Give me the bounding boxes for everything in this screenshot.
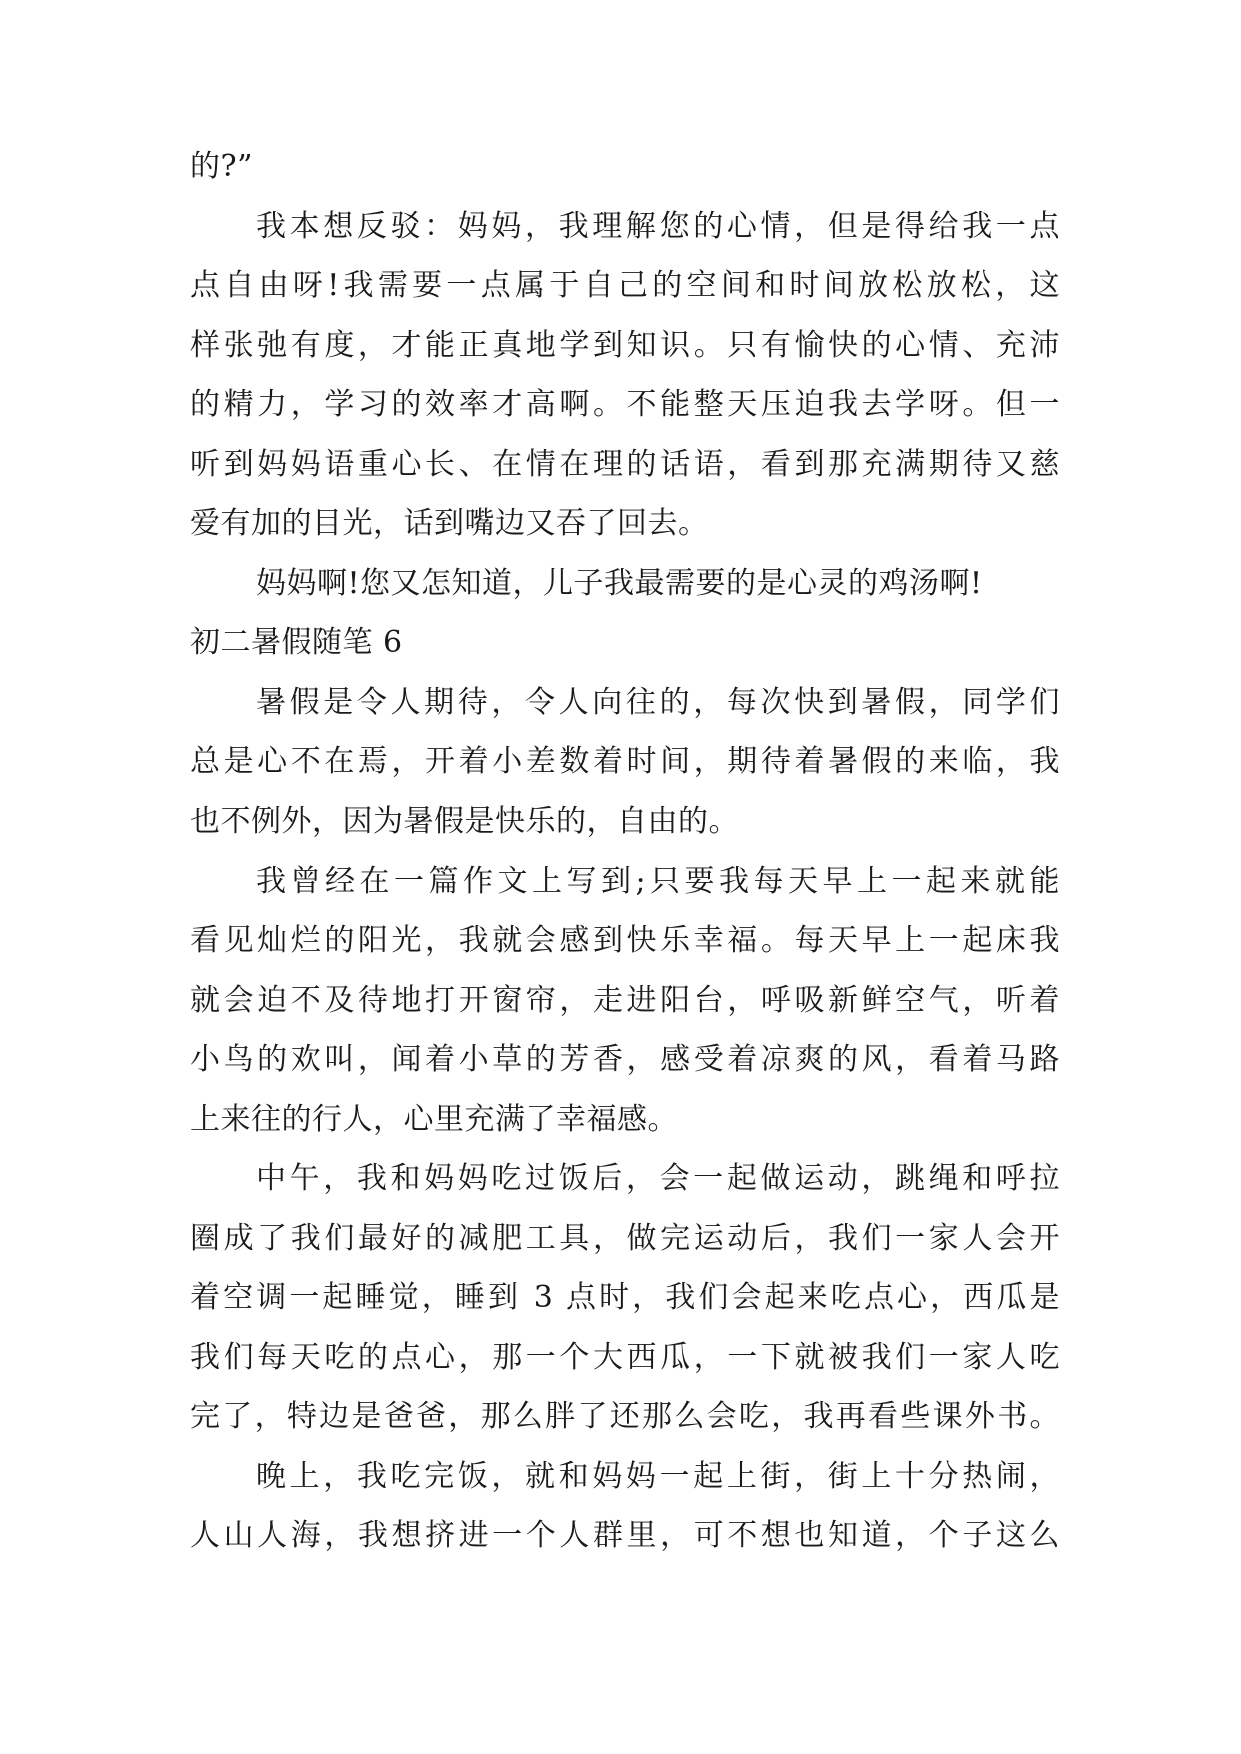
text-line: 上来往的行人，心里充满了幸福感。 [190,1102,678,1137]
text-line: 我们每天吃的点心，那一个大西瓜，一下就被我们一家人吃 [190,1340,1060,1375]
text-line: 完了，特边是爸爸，那么胖了还那么会吃，我再看些课外书。 [190,1399,1060,1434]
text-line: 圈成了我们最好的减肥工具，做完运动后，我们一家人会开 [190,1221,1060,1256]
text-line: 看见灿烂的阳光，我就会感到快乐幸福。每天早上一起床我 [190,923,1060,958]
section-heading: 初二暑假随笔 6 [190,625,403,660]
text-line: 总是心不在焉，开着小差数着时间，期待着暑假的来临，我 [190,744,1060,779]
text-line: 晚上，我吃完饭，就和妈妈一起上街，街上十分热闹， [256,1459,1060,1494]
text-line: 妈妈啊!您又怎知道，儿子我最需要的是心灵的鸡汤啊! [256,566,983,601]
text-line: 听到妈妈语重心长、在情在理的话语，看到那充满期待又慈 [190,447,1060,482]
text-line: 的精力，学习的效率才高啊。不能整天压迫我去学呀。但一 [190,387,1060,422]
text-line: 样张弛有度，才能正真地学到知识。只有愉快的心情、充沛 [190,328,1060,363]
text-line: 我本想反驳：妈妈，我理解您的心情，但是得给我一点 [256,209,1060,244]
text-line: 也不例外，因为暑假是快乐的，自由的。 [190,804,739,839]
text-line: 爱有加的目光，话到嘴边又吞了回去。 [190,506,709,541]
text-line: 我曾经在一篇作文上写到;只要我每天早上一起来就能 [256,864,1060,899]
text-line: 着空调一起睡觉，睡到 3 点时，我们会起来吃点心，西瓜是 [190,1280,1060,1315]
text-line: 中午，我和妈妈吃过饭后，会一起做运动，跳绳和呼拉 [256,1161,1060,1196]
text-line: 暑假是令人期待，令人向往的，每次快到暑假，同学们 [256,685,1060,720]
text-line: 人山人海，我想挤进一个人群里，可不想也知道，个子这么 [190,1518,1060,1553]
text-line: 小鸟的欢叫，闻着小草的芳香，感受着凉爽的风，看着马路 [190,1042,1060,1077]
text-line: 就会迫不及待地打开窗帘，走进阳台，呼吸新鲜空气，听着 [190,983,1060,1018]
text-line: 点自由呀!我需要一点属于自己的空间和时间放松放松，这 [190,268,1060,303]
text-line: 的?” [190,149,253,184]
